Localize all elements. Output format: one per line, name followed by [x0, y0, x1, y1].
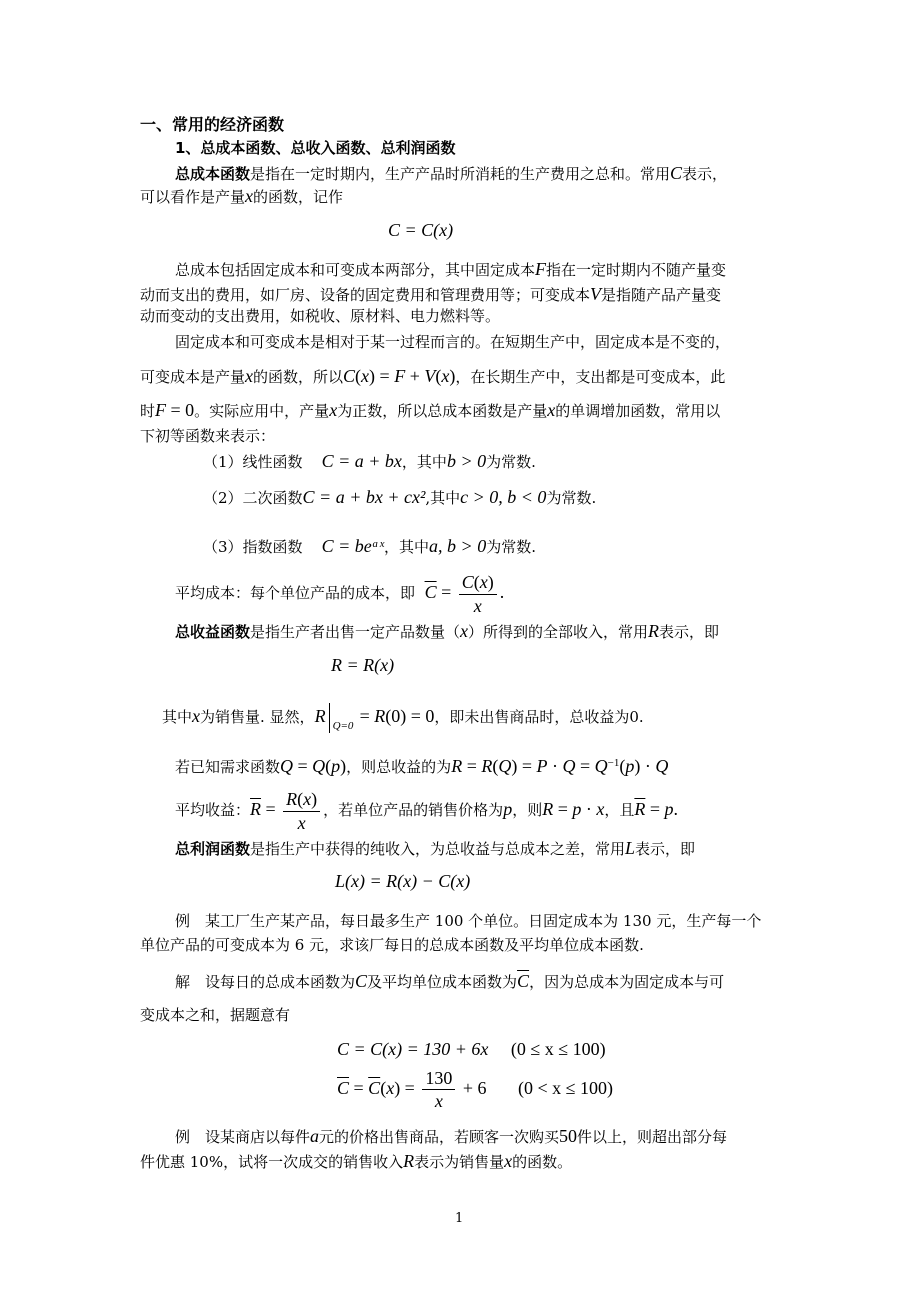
equation-profit: L(x) = R(x) − C(x)	[335, 871, 471, 891]
paragraph-line: 时F = 0。实际应用中，产量x为正数，所以总成本函数是产量x的单调增加函数，常用以	[140, 400, 721, 420]
paragraph-line: 总成本包括固定成本和可变成本两部分，其中固定成本F指在一定时期内不随产量变	[175, 259, 727, 279]
equation-cost: C = C(x)	[388, 220, 454, 240]
list-item: （1）线性函数 C = a + bx，其中b > 0为常数.	[203, 451, 536, 471]
example-line: 例 某工厂生产某产品，每日最多生产 100 个单位。日固定成本为 130 元，生产每一个	[175, 912, 762, 930]
term-total-profit: 总利润函数	[175, 840, 251, 858]
paragraph-line: 下初等函数来表示：	[140, 427, 276, 445]
paragraph-line: 动而变动的支出费用，如税收、原材料、电力燃料等。	[140, 307, 501, 325]
solution-line: 变成本之和，据题意有	[140, 1006, 291, 1024]
paragraph-line: 其中x为销售量. 显然，R Q=0 = R(0) = 0，即未出售商品时，总收益为0.	[162, 703, 644, 733]
equation-revenue: R = R(x)	[331, 655, 395, 675]
section-title: 一、常用的经济函数	[140, 115, 285, 134]
paragraph-line: 可以看作是产量x的函数，记作	[140, 186, 344, 206]
paragraph-line: 可变成本是产量x的函数，所以C(x) = F + V(x)，在长期生产中，支出都是可变成本，此	[140, 366, 726, 386]
example-line: 例 设某商店以每件a元的价格出售商品，若顾客一次购买50件以上，则超出部分每	[175, 1126, 728, 1146]
paragraph-line: 总成本函数是指在一定时期内，生产产品时所消耗的生产费用之总和。常用C表示，	[175, 163, 728, 183]
list-item: （2）二次函数C = a + bx + cx²,其中c > 0, b < 0为常数.	[203, 487, 597, 507]
paragraph-line: 总收益函数是指生产者出售一定产品数量（x）所得到的全部收入，常用R表示，即	[175, 621, 720, 641]
paragraph-line: 平均成本：每个单位产品的成本，即 $\overline{C}$ = $\frac{C(x)}{x}$ .	[175, 571, 505, 616]
subsection-title: 1、总成本函数、总收入函数、总利润函数	[175, 139, 456, 157]
list-item: （3）指数函数 C = beᵃˣ，其中a, b > 0为常数.	[203, 536, 536, 556]
term-total-cost: 总成本函数	[175, 165, 251, 183]
example-line: 单位产品的可变成本为 6 元，求该厂每日的总成本函数及平均单位成本函数.	[140, 936, 644, 954]
equation-average-cost: $\overline{C} = \overline{C}(x)$ = $\frac{130}{x}$ + 6 (0 < x ≤ 100)	[337, 1068, 614, 1112]
page-number: 1	[455, 1211, 464, 1226]
paragraph-line: 平均收益：$\overline{R}$ = $\frac{R(x)}{x}$ ，若单位产品的销售价格为p，则R = p · x，且$\overline{R} = p$.	[175, 788, 679, 833]
example-line: 件优惠 10%，试将一次成交的销售收入R表示为销售量x的函数。	[140, 1151, 573, 1171]
paragraph-line: 固定成本和可变成本是相对于某一过程而言的。在短期生产中，固定成本是不变的，	[175, 333, 731, 351]
term-total-revenue: 总收益函数	[175, 623, 251, 641]
paragraph-line: 若已知需求函数Q = Q(p)，则总收益的为$R = R(Q) = P \cdot Q = Q^{-1}(p) \cdot Q$	[175, 756, 669, 776]
paragraph-line: 动而支出的费用，如厂房、设备的固定费用和管理费用等；可变成本V是指随产品产量变	[140, 284, 722, 304]
solution-line: 解 设每日的总成本函数为C及平均单位成本函数为$\overline{C}$，因为总成本为固定成本与可	[175, 971, 725, 991]
paragraph-line: 总利润函数是指生产中获得的纯收入，为总收益与总成本之差，常用L表示，即	[175, 838, 696, 858]
equation-cost-solution: C = C(x) = 130 + 6x (0 ≤ x ≤ 100)	[337, 1039, 606, 1059]
